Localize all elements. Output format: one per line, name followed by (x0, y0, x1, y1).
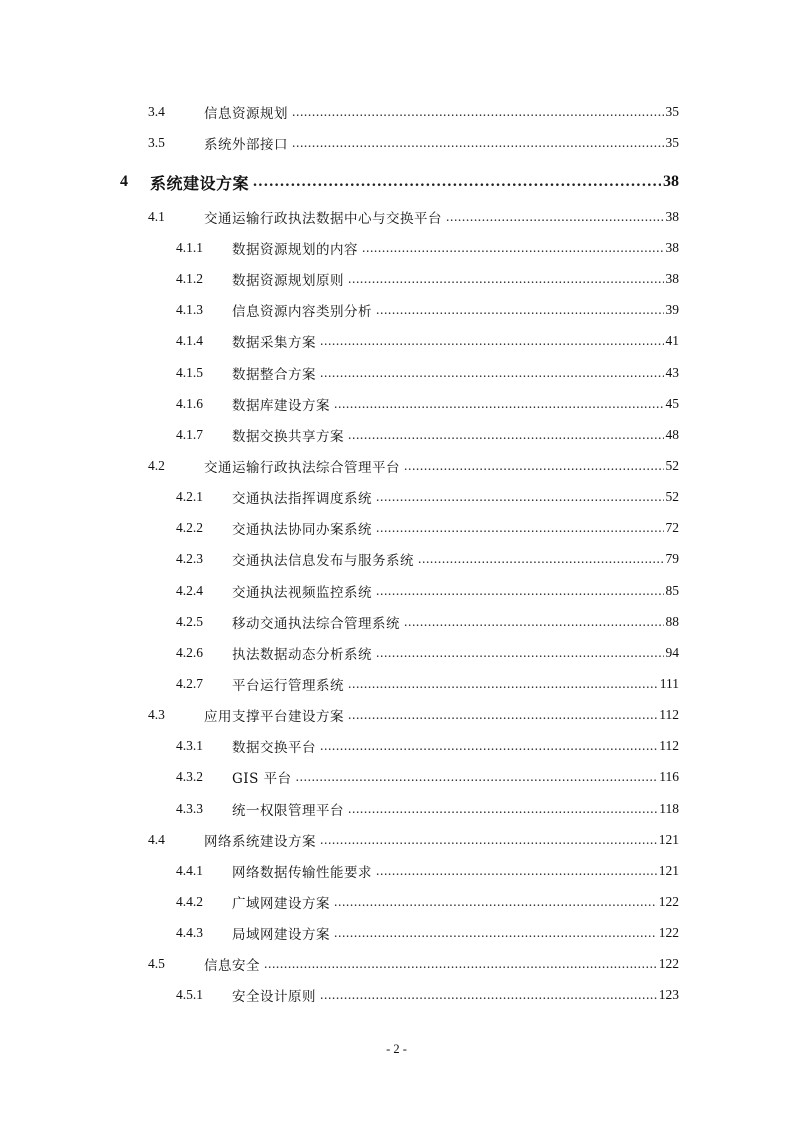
dot-leader (320, 832, 657, 848)
toc-entry-page: 39 (665, 302, 679, 317)
toc-entry-number: 4.1.6 (176, 396, 203, 411)
toc-entry-page: 72 (665, 520, 679, 535)
toc-entry[interactable] (0, 132, 793, 154)
toc-entry-title: 交通运输行政执法数据中心与交换平台 (204, 211, 442, 227)
dot-leader (334, 894, 657, 910)
toc-chapter-entry[interactable] (0, 170, 793, 194)
dot-leader (334, 396, 664, 412)
toc-entry[interactable] (0, 330, 793, 352)
toc-entry[interactable] (0, 455, 793, 477)
toc-entry-title: 交通运输行政执法综合管理平台 (204, 460, 400, 476)
toc-entry-number: 4.2.6 (176, 645, 203, 660)
toc-entry[interactable] (0, 299, 793, 321)
dot-leader (348, 676, 658, 692)
toc-entry-title: 数据交换共享方案 (232, 429, 344, 445)
toc-entry-number: 4.5 (148, 956, 165, 971)
toc-entry-page: 41 (665, 333, 679, 348)
toc-entry[interactable] (0, 486, 793, 508)
toc-entry-title: 数据资源规划的内容 (232, 242, 358, 258)
toc-entry-title: 交通执法指挥调度系统 (232, 491, 372, 507)
toc-entry-number: 4.3.1 (176, 738, 203, 753)
toc-entry[interactable] (0, 984, 793, 1006)
toc-entry-title: 数据采集方案 (232, 335, 316, 351)
toc-entry-page: 52 (665, 489, 679, 504)
toc-entry[interactable] (0, 362, 793, 384)
toc-entry[interactable] (0, 517, 793, 539)
dot-leader (348, 271, 664, 287)
toc-entry[interactable] (0, 237, 793, 259)
toc-entry-number: 3.4 (148, 104, 165, 119)
dot-leader (376, 520, 664, 536)
toc-entry-title: 数据整合方案 (232, 367, 316, 383)
toc-entry-page: 85 (665, 583, 679, 598)
toc-entry-page: 122 (658, 925, 679, 940)
toc-entry-title: 平台运行管理系统 (232, 678, 344, 694)
toc-entry-title: 网络数据传输性能要求 (232, 865, 372, 881)
toc-entry-page: 123 (658, 987, 679, 1002)
toc-entry-page: 35 (665, 135, 679, 150)
toc-entry[interactable] (0, 611, 793, 633)
toc-entry-page: 38 (665, 240, 679, 255)
toc-entry-number: 4.3 (148, 707, 165, 722)
toc-entry-title: 信息安全 (204, 958, 260, 974)
toc-entry-number: 4.1 (148, 209, 165, 224)
toc-entry-page: 122 (658, 894, 679, 909)
toc-entry-title: 数据库建设方案 (232, 398, 330, 414)
toc-entry[interactable] (0, 953, 793, 975)
toc-entry-page: 43 (665, 365, 679, 380)
toc-entry-page: 88 (665, 614, 679, 629)
toc-entry-page: 94 (665, 645, 679, 660)
toc-entry[interactable] (0, 766, 793, 788)
dot-leader (376, 583, 664, 599)
toc-entry[interactable] (0, 829, 793, 851)
toc-entry-page: 35 (665, 104, 679, 119)
toc-entry-number: 4.1.2 (176, 271, 203, 286)
toc-entry-page: 121 (658, 863, 679, 878)
toc-entry-title: 统一权限管理平台 (232, 803, 344, 819)
toc-entry-title: 系统外部接口 (204, 137, 288, 153)
dot-leader (253, 173, 661, 191)
toc-entry[interactable] (0, 798, 793, 820)
toc-entry-title: 广域网建设方案 (232, 896, 330, 912)
toc-entry-page: 38 (665, 209, 679, 224)
toc-entry-title: 网络系统建设方案 (204, 834, 316, 850)
dot-leader (348, 801, 657, 817)
toc-entry[interactable] (0, 268, 793, 290)
toc-entry[interactable] (0, 424, 793, 446)
toc-entry-title: 局域网建设方案 (232, 927, 330, 943)
toc-entry[interactable] (0, 922, 793, 944)
toc-entry-page: 38 (663, 173, 679, 190)
dot-leader (418, 551, 664, 567)
dot-leader (362, 240, 664, 256)
toc-entry-number: 4.2.4 (176, 583, 203, 598)
toc-entry-page: 112 (659, 707, 679, 722)
toc-entry-number: 4.1.1 (176, 240, 203, 255)
page-number-footer: - 2 - (386, 1042, 407, 1056)
toc-entry-number: 4.4.3 (176, 925, 203, 940)
toc-entry-title: 信息资源内容类别分析 (232, 304, 372, 320)
toc-entry[interactable] (0, 860, 793, 882)
dot-leader (292, 104, 664, 120)
toc-entry-title: 交通执法信息发布与服务系统 (232, 553, 414, 569)
dot-leader (320, 738, 657, 754)
dot-leader (404, 458, 664, 474)
toc-entry-number: 4.2 (148, 458, 165, 473)
toc-entry-number: 4.2.1 (176, 489, 203, 504)
toc-entry[interactable] (0, 891, 793, 913)
toc-entry-number: 4.1.7 (176, 427, 203, 442)
toc-entry-title: 交通执法视频监控系统 (232, 585, 372, 601)
toc-entry-title: 系统建设方案 (150, 173, 250, 193)
toc-entry[interactable] (0, 393, 793, 415)
toc-entry-number: 4.4.1 (176, 863, 203, 878)
dot-leader (348, 427, 664, 443)
toc-entry-page: 116 (659, 769, 679, 784)
dot-leader (320, 333, 664, 349)
toc-entry-title: 数据交换平台 (232, 740, 316, 756)
toc-entry-number: 4.2.7 (176, 676, 203, 691)
toc-entry[interactable] (0, 642, 793, 664)
toc-entry[interactable] (0, 704, 793, 726)
dot-leader (264, 956, 657, 972)
dot-leader (348, 707, 657, 723)
toc-entry[interactable] (0, 673, 793, 695)
toc-entry-page: 112 (659, 738, 679, 753)
toc-entry-page: 122 (658, 956, 679, 971)
toc-entry-page: 48 (665, 427, 679, 442)
toc-entry-title: 应用支撑平台建设方案 (204, 709, 344, 725)
toc-entry-title: 信息资源规划 (204, 106, 288, 122)
toc-entry-number: 4.1.5 (176, 365, 203, 380)
toc-entry-number: 4.2.3 (176, 551, 203, 566)
dot-leader (446, 209, 664, 225)
dot-leader (376, 489, 664, 505)
dot-leader (376, 645, 664, 661)
toc-entry-number: 4.5.1 (176, 987, 203, 1002)
toc-entry-page: 121 (658, 832, 679, 847)
toc-entry-number: 4.4.2 (176, 894, 203, 909)
toc-entry-number: 4.4 (148, 832, 165, 847)
toc-entry[interactable] (0, 735, 793, 757)
toc-entry[interactable] (0, 580, 793, 602)
toc-entry-number: 4.2.5 (176, 614, 203, 629)
dot-leader (320, 365, 664, 381)
toc-entry-page: 79 (665, 551, 679, 566)
toc-entry-page: 52 (665, 458, 679, 473)
toc-entry-number: 4.1.3 (176, 302, 203, 317)
toc-entry-page: 111 (659, 676, 679, 691)
dot-leader (334, 925, 657, 941)
dot-leader (292, 135, 664, 151)
toc-entry-title: 交通执法协同办案系统 (232, 522, 372, 538)
toc-entry-number: 3.5 (148, 135, 165, 150)
toc-entry-title: 数据资源规划原则 (232, 273, 344, 289)
dot-leader (320, 987, 657, 1003)
toc-entry-title: GIS 平台 (232, 771, 292, 787)
toc-entry-title: 执法数据动态分析系统 (232, 647, 372, 663)
dot-leader (404, 614, 664, 630)
toc-entry-number: 4.3.2 (176, 769, 203, 784)
toc-entry-page: 118 (659, 801, 679, 816)
toc-entry-page: 38 (665, 271, 679, 286)
dot-leader (376, 863, 657, 879)
dot-leader (296, 769, 658, 785)
toc-entry-title: 安全设计原则 (232, 989, 316, 1005)
toc-entry[interactable] (0, 206, 793, 228)
toc-entry[interactable] (0, 548, 793, 570)
toc-entry-title: 移动交通执法综合管理系统 (232, 616, 400, 632)
toc-entry-number: 4 (120, 173, 128, 190)
toc-entry[interactable] (0, 101, 793, 123)
dot-leader (376, 302, 664, 318)
toc-entry-number: 4.1.4 (176, 333, 203, 348)
toc-entry-number: 4.3.3 (176, 801, 203, 816)
toc-entry-number: 4.2.2 (176, 520, 203, 535)
toc-entry-page: 45 (665, 396, 679, 411)
